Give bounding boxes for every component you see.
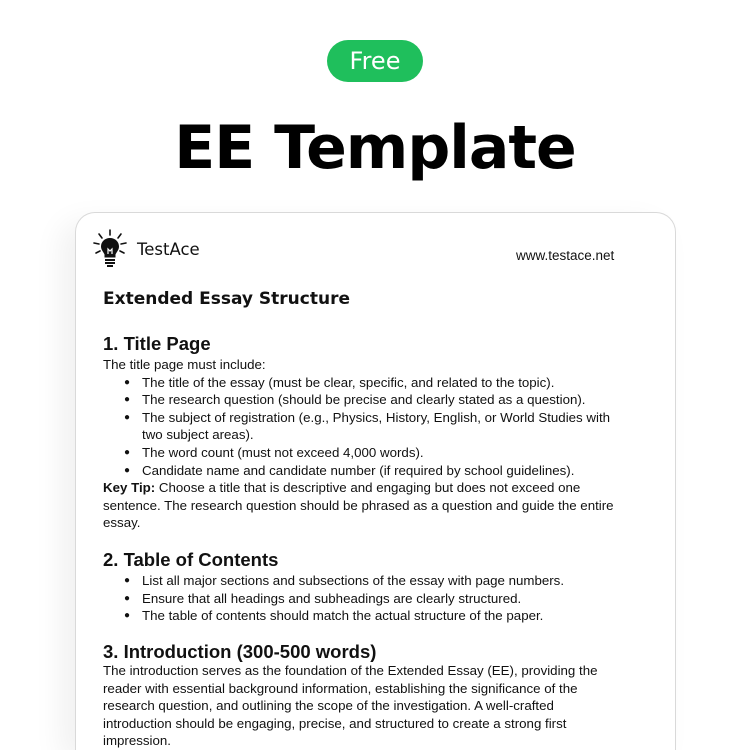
paragraph-line: impression. — [103, 733, 171, 749]
bullet-text: Ensure that all headings and subheadings are clearly structured. — [142, 590, 522, 606]
bullet-item — [103, 607, 564, 625]
bullet-text: The word count (must not exceed 4,000 words). — [142, 444, 424, 460]
bullet-item — [103, 409, 614, 444]
section-heading: 1. Title Page — [103, 333, 211, 354]
lightbulb-icon — [92, 228, 128, 268]
bullet-item — [103, 391, 614, 409]
bullet-text: List all major sections and subsections of the essay with page numbers. — [142, 573, 565, 588]
bullet-item — [103, 590, 564, 608]
bullet-text: The table of contents should match the actual structure of the paper. — [142, 608, 544, 624]
bullet-icon: ● — [124, 394, 131, 406]
bullet-icon: ● — [124, 411, 131, 423]
bullet-text: The title of the essay (must be clear, specific, and related to the topic). — [142, 374, 555, 390]
document-title: Extended Essay Structure — [103, 289, 350, 309]
bullet-icon: ● — [124, 376, 131, 388]
bullet-text: The research question (should be precise and clearly stated as a question). — [142, 392, 586, 408]
key-tip: Key Tip: Choose a title that is descriptive and engaging but does not exceed one — [103, 480, 581, 496]
bullet-item — [103, 374, 614, 392]
section-table-of-contents — [103, 572, 564, 625]
section-title-page: The title page must include: ● The title of the essay (must be clear, specific, and related to the topic). ● The research question (should be precise and clearly stated as a question). ● The subject of registration (e.g., Physics, History, English, or World Studies with two subject areas). ● The word count (must not exceed 4,000 words). ● Candidate name and candidate number (if required by school guidelines). Key Tip: Choose a title that is descriptive and engaging but does not exceed one sentence. The research question should be phrased as a question and guide the entire essay. — [103, 357, 614, 531]
paragraph-line: introduction should be engaging, precise, and structured to create a strong first — [103, 715, 567, 731]
bullet-text: The subject of registration (e.g., Physics, History, English, or World Studies with — [142, 409, 611, 425]
paragraph-line: reader with essential background information, establishing the significance of the — [103, 680, 578, 696]
bullet-icon: ● — [124, 575, 131, 586]
free-badge: Free — [327, 40, 423, 82]
bullet-item — [103, 462, 614, 480]
website-url: www.testace.net — [516, 248, 615, 263]
bullet-icon: ● — [124, 592, 131, 604]
bullet-icon: ● — [124, 610, 131, 622]
paragraph-line: research question, and outlining the scope of the investigation. A well-crafted — [103, 698, 554, 714]
bullet-icon: ● — [124, 464, 131, 476]
bullet-text: two subject areas). — [142, 427, 254, 443]
section-intro: The title page must include: — [103, 357, 266, 372]
bullet-icon: ● — [124, 446, 131, 458]
key-tip-label: Key Tip: — [103, 480, 156, 496]
paragraph-line: The introduction serves as the foundation of the Extended Essay (EE), providing the — [103, 663, 598, 678]
section-heading: 2. Table of Contents — [103, 549, 279, 570]
page-title: EE Template — [174, 113, 576, 183]
brand-name: TestAce — [137, 240, 200, 259]
bullet-item — [103, 444, 614, 462]
bullet-item — [103, 572, 564, 590]
section-heading: 3. Introduction (300-500 words) — [103, 641, 377, 662]
bullet-text: Candidate name and candidate number (if required by school guidelines). — [142, 462, 575, 478]
section-introduction — [103, 662, 598, 750]
